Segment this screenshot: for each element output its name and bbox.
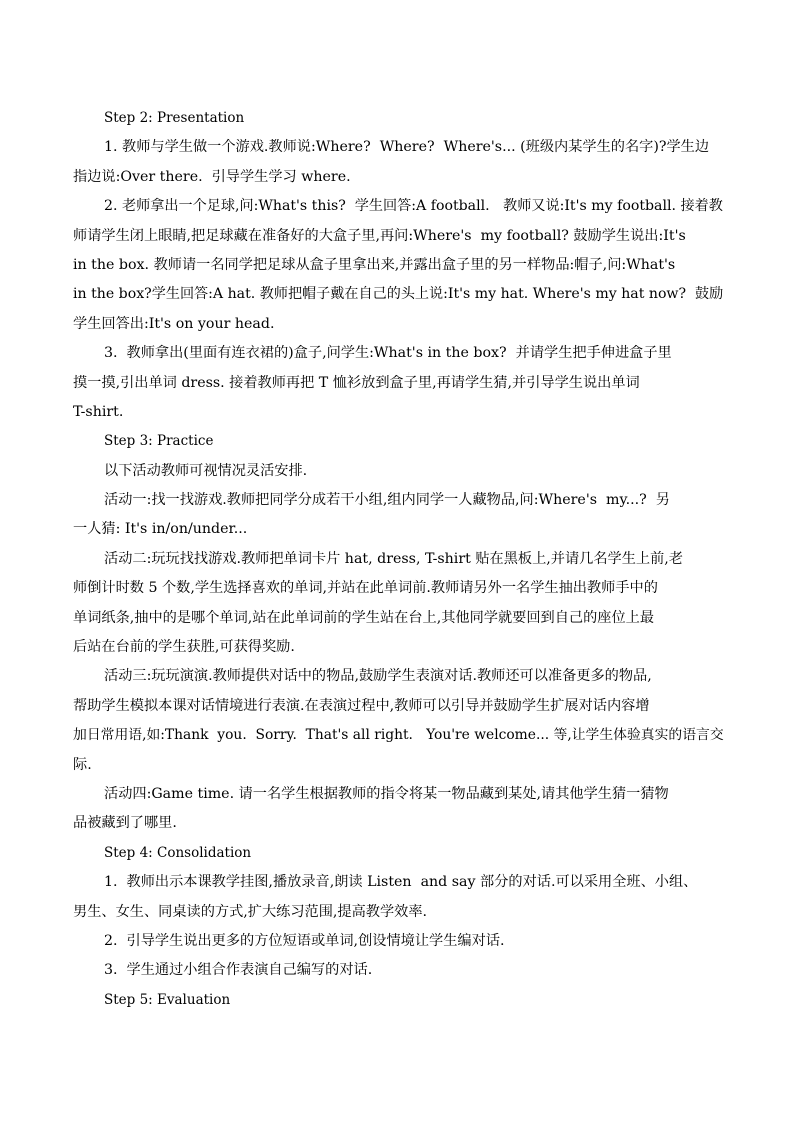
text-line: T-shirt. [73,403,124,420]
text-line: 以下活动教师可视情况灵活安排. [104,462,308,479]
text-line: in the box?学生回答:A hat. 教师把帽子戴在自己的头上说:It's my hat. Where's my hat now? 鼓励 [73,286,724,303]
text-line: 1. 教师出示本课教学挂图,播放录音,朗读 Listen and say 部分的对话.可以采用全班、小组、 [104,874,698,891]
text-line: 2. 老师拿出一个足球,问:What's this? 学生回答:A football. 教师又说:It's my football. 接着教 [104,198,723,215]
text-line: 3. 学生通过小组合作表演自己编写的对话. [104,962,373,979]
text-line: 师请学生闭上眼睛,把足球藏在准备好的大盒子里,再问:Where's my football? 鼓励学生说出:It's [73,227,686,244]
text-line: 师倒计时数 5 个数,学生选择喜欢的单词,并站在此单词前.教师请另外一名学生抽出教师手中的 [73,580,658,597]
text-line: 一人猜: It's in/on/under... [73,521,248,538]
text-line: 3. 教师拿出(里面有连衣裙的)盒子,问学生:What's in the box? 并请学生把手伸进盒子里 [104,345,672,362]
text-line: 活动二:玩玩找找游戏.教师把单词卡片 hat, dress, T-shirt 贴在黑板上,并请几名学生上前,老 [104,550,683,567]
section-heading: Step 3: Practice [104,433,214,450]
section-heading: Step 2: Presentation [104,110,245,126]
document-body [73,104,723,1015]
text-line: 1. 教师与学生做一个游戏.教师说:Where? Where? Where's... (班级内某学生的名字)?学生边 [104,139,710,156]
text-line: in the box. 教师请一名同学把足球从盒子里拿出来,并露出盒子里的另一样物品:帽子,问:What's [73,256,676,273]
text-line: 活动三:玩玩演演.教师提供对话中的物品,鼓励学生表演对话.教师还可以准备更多的物品, [104,668,652,685]
section-heading: Step 5: Evaluation [104,991,231,1008]
text-line: 摸一摸,引出单词 dress. 接着教师再把 T 恤衫放到盒子里,再请学生猜,并引导学生说出单词 [73,374,640,391]
text-line: 帮助学生模拟本课对话情境进行表演.在表演过程中,教师可以引导并鼓励学生扩展对话内容增 [73,697,650,714]
text-line: 加日常用语,如:Thank you. Sorry. That's all right. You're welcome... 等,让学生体验真实的语言交 [73,727,724,744]
text-line: 际. [73,756,92,773]
text-line: 品被藏到了哪里. [73,815,177,832]
section-heading: Step 4: Consolidation [104,844,252,861]
text-line: 活动一:找一找游戏.教师把同学分成若干小组,组内同学一人藏物品,问:Where's my...? 另 [104,492,670,509]
text-line: 活动四:Game time. 请一名学生根据教师的指令将某一物品藏到某处,请其他学生猜一猜物 [104,785,669,802]
text-line: 后站在台前的学生获胜,可获得奖励. [73,639,295,656]
text-line: 学生回答出:It's on your head. [73,315,275,332]
text-line: 2. 引导学生说出更多的方位短语或单词,创设情境让学生编对话. [104,932,505,949]
text-line: 单词纸条,抽中的是哪个单词,站在此单词前的学生站在台上,其他同学就要回到自己的座位上最 [73,609,655,626]
text-line: 男生、女生、同桌读的方式,扩大练习范围,提高教学效率. [73,903,428,920]
text-line: 指边说:Over there. 引导学生学习 where. [73,168,351,185]
